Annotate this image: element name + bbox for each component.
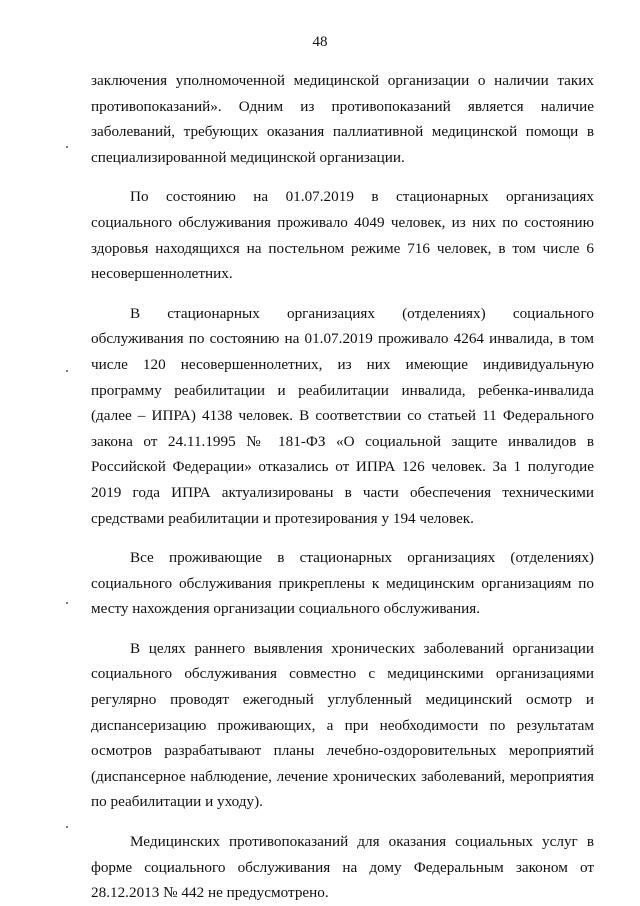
- scan-mark: [66, 370, 68, 372]
- document-body: [91, 68, 594, 906]
- scan-mark: [66, 602, 68, 604]
- paragraph-residents-count: По состоянию на 01.07.2019 в стационарных организациях социального обслуживания проживало 4049 человек, из них по состоянию здоровья находящихся на постельном режиме 716 человек, в том числе 6 несовершеннолетних.: [91, 188, 594, 283]
- scan-mark: [66, 146, 68, 148]
- scan-mark: [66, 826, 68, 828]
- paragraph-disabled-residents: В стационарных организациях (отделениях) социального обслуживания по состоянию на 01.07.2019 проживало 4264 инвалида, в том числе 120 несовершеннолетних, из них имеющие индивидуальную программу реабилитации и реабилитации инвалида, ребенка-инвалида (далее – ИПРА) 4138 человек. В соответствии со статьей 11 Федерального закона от 24.11.1995 № 181-ФЗ «О социальной защите инвалидов в Российской Федерации» отказались от ИПРА 126 человек. За 1 полугодие 2019 года ИПРА актуализированы в части обеспечения техническими средствами реабилитации и протезирования у 194 человек.: [91, 304, 594, 527]
- paragraph-medical-attachment: Все проживающие в стационарных организациях (отделениях) социального обслуживания прикреплены к медицинским организациям по месту нахождения организации социального обслуживания.: [91, 549, 594, 618]
- paragraph-continuation: заключения уполномоченной медицинской организации о наличии таких противопоказаний». Одним из противопоказаний является наличие заболеваний, требующих оказания паллиативной медицинской помощи в специализированной медицинской организации.: [91, 72, 594, 166]
- paragraph-chronic-diseases: В целях раннего выявления хронических заболеваний организации социального обслуживания совместно с медицинскими организациями регулярно проводят ежегодный углубленный медицинский осмотр и диспансеризацию проживающих, а при необходимости по результатам осмотров разрабатывают планы лечебно-оздоровительных мероприятий (диспансерное наблюдение, лечение хронических заболеваний, мероприятия по реабилитации и уходу).: [91, 639, 594, 811]
- paragraph-home-service: Медицинских противопоказаний для оказания социальных услуг в форме социального обслуживания на дому Федеральным законом от 28.12.2013 № 442 не предусмотрено.: [91, 833, 594, 902]
- page-number: 48: [312, 34, 328, 50]
